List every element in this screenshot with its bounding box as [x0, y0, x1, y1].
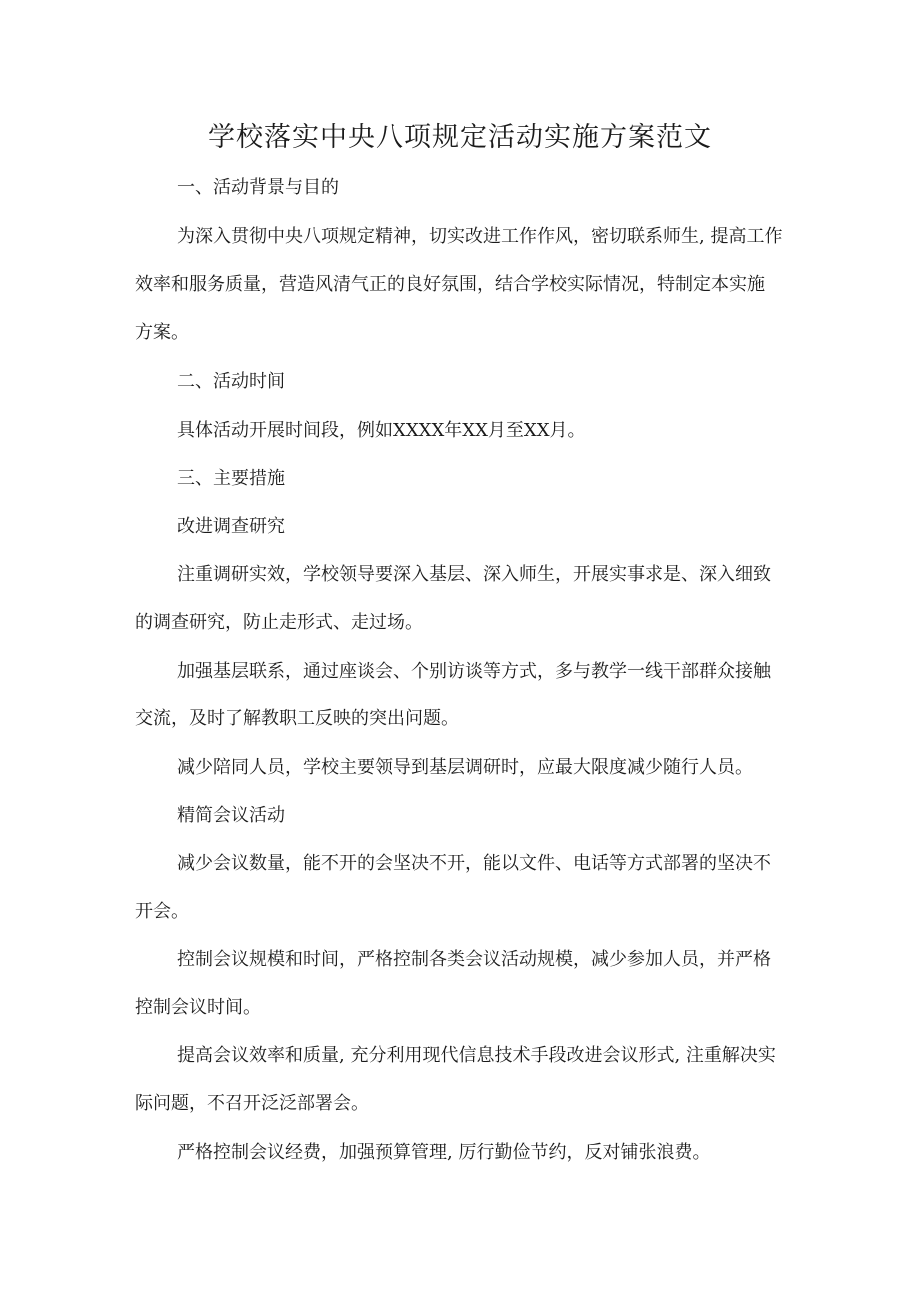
paragraph-line: 效率和服务质量，营造风清气正的良好氛围，结合学校实际情况，特制定本实施 — [135, 274, 765, 295]
paragraph-line: 减少陪同人员，学校主要领导到基层调研时，应最大限度减少随行人员。 — [177, 757, 753, 778]
paragraph-line: 具体活动开展时间段，例如XXXX年XX月至XX月。 — [177, 420, 586, 441]
paragraph-line: 为深入贯彻中央八项规定精神，切实改进工作作风，密切联系师生, 提高工作 — [177, 226, 783, 247]
subheading-meetings: 精简会议活动 — [177, 805, 285, 826]
paragraph-line: 交流，及时了解教职工反映的突出问题。 — [135, 708, 459, 729]
document-title: 学校落实中央八项规定活动实施方案范文 — [208, 122, 712, 153]
paragraph-line: 提高会议效率和质量, 充分利用现代信息技术手段改进会议形式, 注重解决实 — [177, 1045, 776, 1066]
paragraph-line: 控制会议时间。 — [135, 997, 261, 1018]
paragraph-line: 减少会议数量，能不开的会坚决不开，能以文件、电话等方式部署的坚决不 — [177, 853, 771, 874]
paragraph-line: 的调查研究，防止走形式、走过场。 — [135, 612, 423, 633]
subheading-research: 改进调查研究 — [177, 516, 285, 537]
section-heading-measures: 三、主要措施 — [177, 468, 285, 489]
paragraph-line: 方案。 — [135, 322, 189, 343]
paragraph-line: 严格控制会议经费，加强预算管理, 厉行勤俭节约，反对铺张浪费。 — [177, 1142, 711, 1163]
paragraph-line: 注重调研实效，学校领导要深入基层、深入师生，开展实事求是、深入细致 — [177, 564, 771, 585]
section-heading-background: 一、活动背景与目的 — [177, 177, 339, 198]
paragraph-line: 控制会议规模和时间，严格控制各类会议活动规模，减少参加人员，并严格 — [177, 949, 771, 970]
paragraph-line: 际问题，不召开泛泛部署会。 — [135, 1093, 369, 1114]
section-heading-time: 二、活动时间 — [177, 371, 285, 392]
paragraph-line: 加强基层联系，通过座谈会、个别访谈等方式，多与教学一线干部群众接触 — [177, 661, 771, 682]
paragraph-line: 开会。 — [135, 901, 189, 922]
